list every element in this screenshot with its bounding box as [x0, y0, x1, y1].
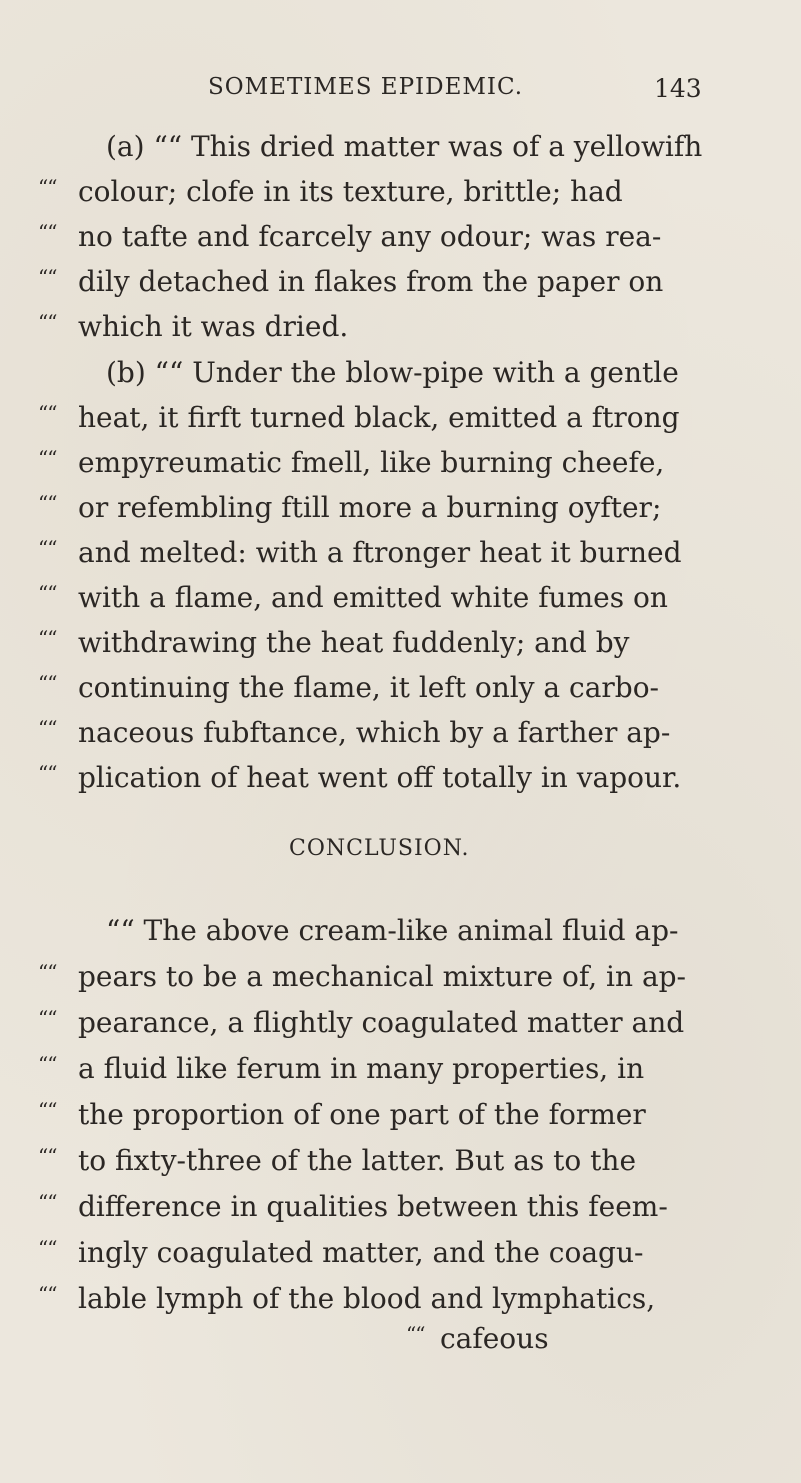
quote-mark: ““	[38, 1236, 57, 1260]
text-line	[0, 395, 801, 441]
section-heading: CONCLUSION.	[289, 836, 470, 861]
line-text: plication of heat went off totally in vapour.	[78, 761, 682, 794]
text-line	[0, 665, 801, 711]
line-text: withdrawing the heat fuddenly; and by	[78, 626, 630, 659]
text-line	[0, 1138, 801, 1184]
quote-mark: ““	[38, 1006, 57, 1030]
line-text: pearance, a flightly coagulated matter and	[78, 1006, 685, 1039]
line-text: ““ The above cream-like animal fluid ap-	[106, 914, 679, 947]
line-text: which it was dried.	[78, 310, 349, 343]
line-text: or refembling ftill more a burning oyfter;	[78, 491, 662, 524]
line-text: ingly coagulated matter, and the coagu-	[78, 1236, 644, 1269]
text-line	[0, 304, 801, 350]
text-line	[0, 575, 801, 621]
text-line	[0, 954, 801, 1000]
text-line	[0, 214, 801, 260]
text-line	[0, 485, 801, 531]
text-line	[0, 755, 801, 801]
line-text: with a flame, and emitted white fumes on	[78, 581, 668, 614]
line-text: no tafte and fcarcely any odour; was rea-	[78, 220, 662, 253]
line-text: heat, it firft turned black, emitted a ftrong	[78, 401, 680, 434]
running-title: SOMETIMES EPIDEMIC.	[208, 74, 524, 100]
quote-mark: ““	[38, 536, 57, 560]
text-line	[0, 1184, 801, 1230]
line-text: a fluid like ferum in many properties, in	[78, 1052, 645, 1085]
quote-mark: ““	[38, 220, 57, 244]
quote-mark: ““	[38, 310, 57, 334]
line-text: and melted: with a ftronger heat it burned	[78, 536, 682, 569]
text-line	[0, 124, 801, 170]
page-header	[208, 74, 708, 114]
line-text: pears to be a mechanical mixture of, in ap-	[78, 960, 687, 993]
text-line	[0, 710, 801, 756]
catchword-line	[0, 1316, 801, 1362]
text-line	[0, 440, 801, 486]
quote-mark: ““	[38, 626, 57, 650]
text-line	[0, 169, 801, 215]
page-number: 143	[654, 74, 702, 103]
text-line	[0, 620, 801, 666]
quote-mark: ““	[38, 1098, 57, 1122]
line-text: lable lymph of the blood and lymphatics,	[78, 1282, 656, 1315]
quote-mark: ““	[38, 491, 57, 515]
line-text: difference in qualities between this feem-	[78, 1190, 668, 1223]
quote-mark: ““	[38, 401, 57, 425]
text-line	[0, 259, 801, 305]
text-line	[0, 1046, 801, 1092]
quote-mark: ““	[38, 1144, 57, 1168]
text-line	[0, 1230, 801, 1276]
line-text: (b) ““ Under the blow-pipe with a gentle	[106, 356, 679, 389]
text-line	[0, 530, 801, 576]
line-text: naceous fubftance, which by a farther ap-	[78, 716, 671, 749]
line-text: colour; clofe in its texture, brittle; had	[78, 175, 623, 208]
quote-mark: ““	[38, 1282, 57, 1306]
quote-mark: ““	[38, 446, 57, 470]
catchword: cafeous	[440, 1322, 549, 1355]
quote-mark: ““	[406, 1322, 425, 1346]
line-text: the proportion of one part of the former	[78, 1098, 646, 1131]
quote-mark: ““	[38, 265, 57, 289]
line-text: (a) ““ This dried matter was of a yellowifh	[106, 130, 703, 163]
line-text: dily detached in flakes from the paper on	[78, 265, 664, 298]
text-line	[0, 350, 801, 396]
text-line	[0, 1000, 801, 1046]
line-text: to fixty-three of the latter. But as to the	[78, 1144, 637, 1177]
quote-mark: ““	[38, 1052, 57, 1076]
quote-mark: ““	[38, 671, 57, 695]
quote-mark: ““	[38, 175, 57, 199]
line-text: empyreumatic fmell, like burning cheefe,	[78, 446, 665, 479]
quote-mark: ““	[38, 581, 57, 605]
text-line	[0, 908, 801, 954]
text-line	[0, 1092, 801, 1138]
line-text: continuing the flame, it left only a carbo-	[78, 671, 660, 704]
quote-mark: ““	[38, 1190, 57, 1214]
quote-mark: ““	[38, 960, 57, 984]
quote-mark: ““	[38, 761, 57, 785]
quote-mark: ““	[38, 716, 57, 740]
